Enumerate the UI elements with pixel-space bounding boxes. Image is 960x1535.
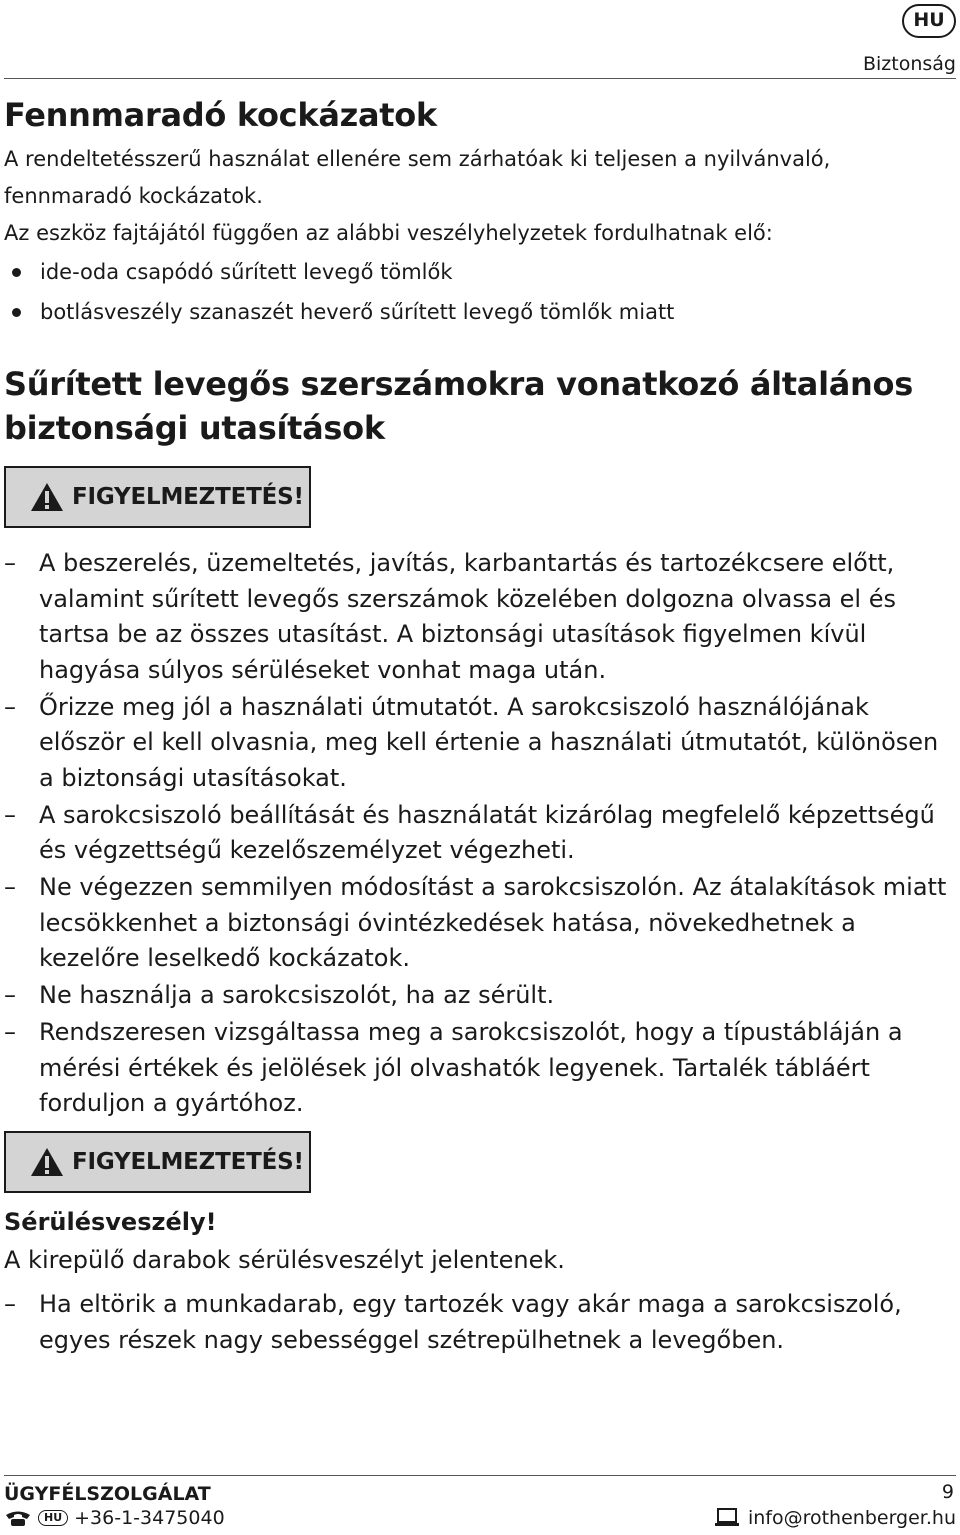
- safety-instruction-list: [4, 546, 960, 1122]
- residual-risks-heading: Fennmaradó kockázatok: [4, 96, 437, 134]
- list-item: – A beszerelés, üzemeltetés, javítás, karbantartás és tartozékcsere előtt, valamint sűrített levegős szerszámok közelében dolgozna olvassa el és tartsa be az összes utasítást. A biztonsági utasítások figyelmen kívül hagyása súlyos sérüléseket vonhat maga után.: [4, 546, 960, 688]
- page-number: 9: [941, 1481, 954, 1503]
- computer-icon: [714, 1508, 740, 1528]
- email-address[interactable]: info@rothenberger.hu: [747, 1507, 956, 1529]
- warning-box: [4, 466, 311, 528]
- footer-divider: [4, 1475, 956, 1476]
- intro-paragraph: A rendeltetésszerű használat ellenére sem zárhatóak ki teljesen a nyilvánvaló, fennmaradó kockázatok.: [4, 147, 831, 208]
- service-email: [714, 1507, 956, 1529]
- warning-icon: [30, 1147, 64, 1177]
- residual-risks-intro: [4, 141, 954, 252]
- general-safety-heading: Sűrített levegős szerszámokra vonatkozó általános biztonsági utasítások: [4, 365, 913, 447]
- list-item: – Ne végezzen semmilyen módosítást a sarokcsiszolón. Az átalakítások miatt lecsökkenhet a biztonsági óvintézkedések hatása, növekedhetnek a kezelőre leselkedő kockázatok.: [4, 870, 960, 977]
- injury-danger-title: Sérülésveszély!: [4, 1208, 217, 1236]
- list-item: – Rendszeresen vizsgáltassa meg a sarokcsiszolót, hogy a típustábláján a mérési értékek és jelölések jól olvashatók legyenek. Tartalék tábláért forduljon a gyártóhoz.: [4, 1015, 960, 1122]
- injury-danger-text: A kirepülő darabok sérülésveszélyt jelentenek.: [4, 1246, 565, 1274]
- warning-icon: [30, 482, 64, 512]
- section-label: Biztonság: [862, 53, 956, 75]
- phone-icon: [4, 1509, 32, 1527]
- list-item: – Ha eltörik a munkadarab, egy tartozék vagy akár maga a sarokcsiszoló, egyes részek nagy sebességgel szétrepülhetnek a levegőben.: [4, 1287, 960, 1358]
- risk-bullet-list: [4, 252, 674, 332]
- service-title: ÜGYFÉLSZOLGÁLAT: [4, 1483, 211, 1505]
- warning-label: FIGYELMEZTETÉS!: [72, 484, 304, 510]
- intro-paragraph: Az eszköz fajtájától függően az alábbi veszélyhelyzetek fordulhatnak elő:: [4, 221, 773, 245]
- warning-box: [4, 1131, 311, 1193]
- warning-label: FIGYELMEZTETÉS!: [72, 1149, 304, 1175]
- list-item: botlásveszély szanaszét heverő sűrített levegő tömlők miatt: [4, 292, 674, 332]
- list-item: – A sarokcsiszoló beállítását és használatát kizárólag megfelelő képzettségű és végzettségű kezelőszemélyzet végezheti.: [4, 798, 960, 869]
- country-badge: HU: [38, 1510, 68, 1526]
- phone-number[interactable]: +36-1-3475040: [74, 1507, 225, 1529]
- injury-instruction-list: [4, 1287, 960, 1358]
- lang-badge: HU: [902, 4, 956, 38]
- list-item: ide-oda csapódó sűrített levegő tömlők: [4, 252, 674, 292]
- header-divider: [4, 78, 956, 79]
- list-item: – Őrizze meg jól a használati útmutatót. A sarokcsiszoló használójának először el kell olvasnia, meg kell értenie a használati útmutatót, különösen a biztonsági utasításokat.: [4, 690, 960, 797]
- service-phone: [4, 1507, 225, 1529]
- list-item: – Ne használja a sarokcsiszolót, ha az sérült.: [4, 978, 960, 1014]
